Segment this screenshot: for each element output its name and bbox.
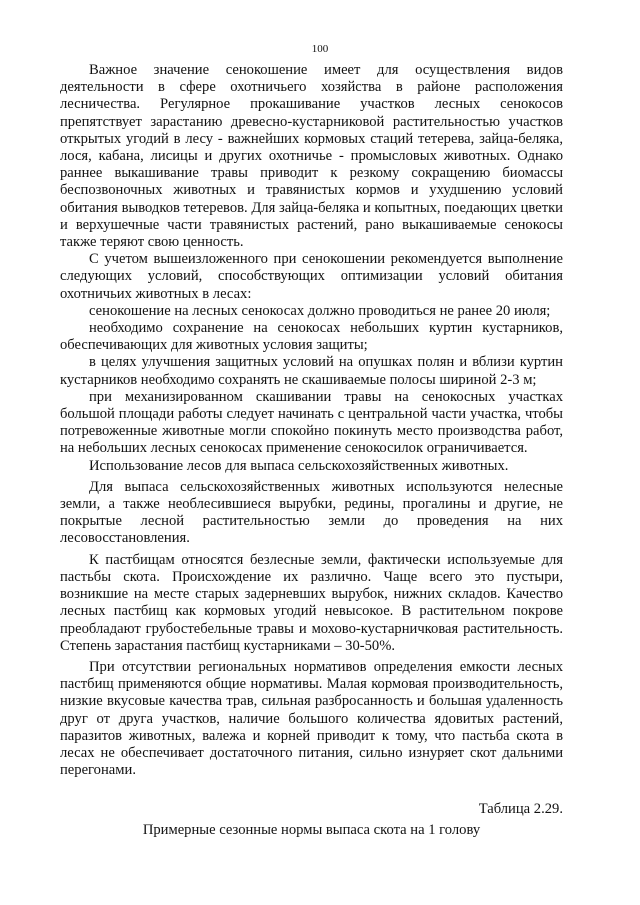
list-item-shrub-patches: необходимо сохранение на сенокосах небольших куртин кустарников, обеспечивающих для животных условия защиты; — [60, 320, 563, 354]
paragraph-haymaking-importance: Важное значение сенокошение имеет для осуществления видов деятельности в сфере охотничьего хозяйства в районе расположения лесничества. Регулярное прокашивание участков лесных сенокосов препятствует зарастанию древесно-кустарниковой растительностью участков открытых угодий в лесу - важнейших кормовых стаций тетерева, зайца-беляка, лося, кабана, лисицы и других охотничье - промысловых животных. Однако раннее выкашивание травы приводит к резкому сокращению биомассы беспозвоночных животных и травянистых кормов и ухудшению условий обитания выводков тетеревов. Для зайца-беляка и копытных, поедающих цветки и верхушечные части травянистых растений, рано выкашиваемые сенокосы также теряют свою ценность. — [60, 62, 563, 251]
table-title: Примерные сезонные нормы выпаса скота на 1 голову — [142, 822, 481, 839]
table-caption — [60, 801, 563, 839]
paragraph-pasture-norms: При отсутствии региональных нормативов определения емкости лесных пастбищ применяются общие нормативы. Малая кормовая производительность, низкие вкусовые качества трав, сильная разбросанность и большая удаленность друг от друга участков, наличие большого количества ядовитых растений, паразитов животных, валежа и корней приводит к тому, что пастьба скота в лесах не обеспечивает достаточного питания, сильно изнуряет скот дальними перегонами. — [60, 658, 563, 779]
table-number: Таблица 2.29. — [478, 801, 563, 817]
list-item-unmowed-strips: в целях улучшения защитных условий на опушках полян и вблизи куртин кустарников необходимо сохранять не скашиваемые полосы шириной 2-3 м; — [60, 354, 563, 388]
body-text — [60, 62, 563, 779]
list-item-mechanized-mowing: при механизированном скашивании травы на сенокосных участках большой площади работы следует начинать с центральной части участка, чтобы потревоженные животные могли спокойно покинуть место производства работ, на небольших лесных сенокосах применение сенокосилок ограничивается. — [60, 388, 563, 457]
list-item-mowing-date: сенокошение на лесных сенокосах должно проводиться не ранее 20 июля; — [89, 302, 551, 319]
paragraph-pastures: К пастбищам относятся безлесные земли, фактически используемые для пастьбы скота. Происхождение их различно. Чаще всего это пустыри, возникшие на месте старых задерневших вырубок, нижних складов. Качество лесных пастбищ как кормовых угодий невысокое. В растительном покрове преобладают грубостебельные травы и мохово-кустарничковая растительность. Степень зарастания пастбищ кустарниками – 30-50%. — [60, 551, 563, 654]
page-number: 100 — [311, 43, 329, 55]
section-heading-grazing: Использование лесов для выпаса сельскохозяйственных животных. — [89, 457, 509, 474]
paragraph-recommendations-intro: С учетом вышеизложенного при сенокошении рекомендуется выполнение следующих условий, способствующих оптимизации условий обитания охотничьих животных в лесах: — [60, 251, 563, 302]
paragraph-grazing-lands: Для выпаса сельскохозяйственных животных используются нелесные земли, а также необлесившиеся вырубки, редины, прогалины и другие, не покрытые лесной растительностью земли до проведения на них лесовосстановления. — [60, 478, 563, 547]
